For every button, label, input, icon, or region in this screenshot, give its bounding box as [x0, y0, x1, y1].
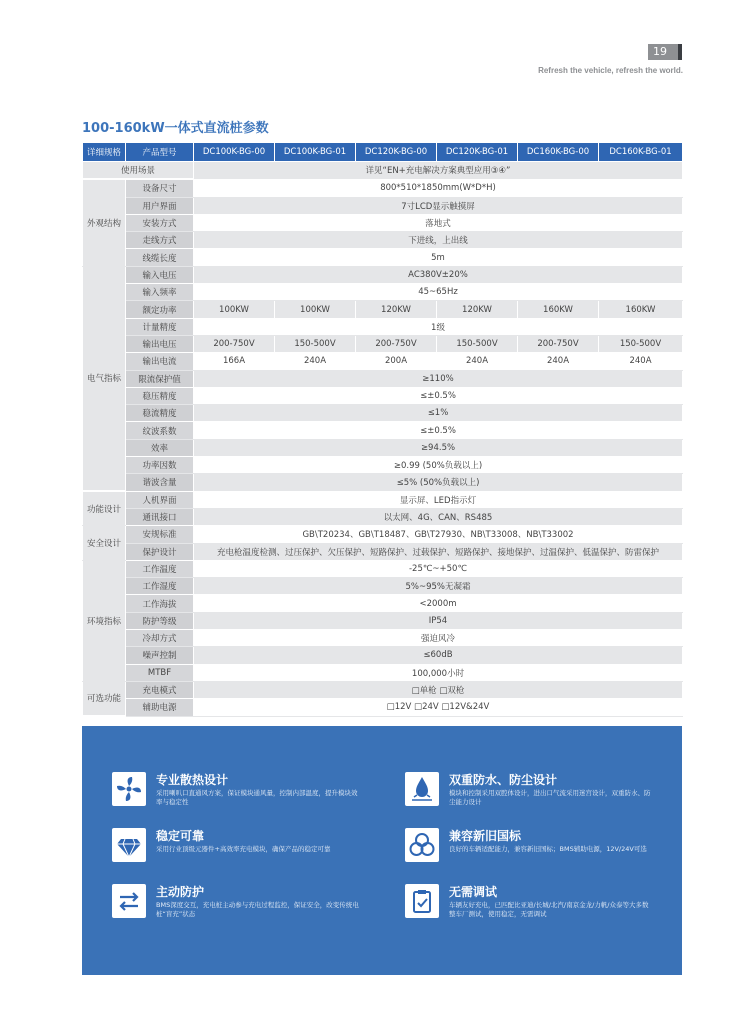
table-cell: 200-750V	[356, 335, 437, 352]
table-param-cell: 谐波含量	[126, 474, 194, 491]
table-param-cell: 充电模式	[126, 681, 194, 698]
feature-item	[112, 884, 362, 930]
table-cell: ≥0.99 (50%负载以上)	[194, 457, 683, 474]
features-panel	[82, 726, 682, 975]
table-header-cell: DC100K-BG-00	[194, 143, 275, 162]
table-row	[83, 578, 683, 595]
table-row	[83, 249, 683, 266]
feature-title: 主动防护	[156, 885, 205, 899]
table-cell: 1级	[194, 318, 683, 335]
feature-title: 双重防水、防尘设计	[449, 773, 558, 787]
table-row	[83, 457, 683, 474]
table-cell: 100KW	[194, 301, 275, 318]
table-param-cell: MTBF	[126, 664, 194, 681]
feature-title: 专业散热设计	[156, 773, 229, 787]
table-row	[83, 595, 683, 612]
table-row	[83, 370, 683, 387]
table-cell: 166A	[194, 353, 275, 370]
table-param-cell: 安规标准	[126, 526, 194, 543]
table-row	[83, 543, 683, 560]
table-cell: 200A	[356, 353, 437, 370]
table-row	[83, 630, 683, 647]
table-row	[83, 422, 683, 439]
table-cell: 45~65Hz	[194, 284, 683, 301]
table-row	[83, 474, 683, 491]
page-number-bar	[678, 44, 682, 60]
table-param-cell: 功率因数	[126, 457, 194, 474]
table-row	[83, 266, 683, 283]
clipboard-icon	[405, 884, 439, 918]
table-param-cell: 工作湿度	[126, 578, 194, 595]
water-drop-icon	[405, 772, 439, 806]
feature-description: 采用行业顶级元器件+高效率充电模块，确保产品的稳定可靠	[156, 845, 331, 853]
table-row-label: 使用场景	[83, 162, 194, 180]
table-header-cell: DC160K-BG-00	[518, 143, 599, 162]
table-cell: 240A	[518, 353, 599, 370]
table-header-cell: DC160K-BG-01	[599, 143, 683, 162]
table-row	[83, 647, 683, 664]
feature-description: 采用喇叭口直通风方案，保证模块通风量，控制内部温度，提升模块效率与稳定性	[156, 789, 358, 806]
feature-title: 兼容新旧国标	[449, 829, 522, 843]
table-category-cell: 可选功能	[83, 681, 126, 716]
table-cell: ≤1%	[194, 405, 683, 422]
table-param-cell: 输入频率	[126, 284, 194, 301]
table-param-cell: 输入电压	[126, 266, 194, 283]
table-cell: 强迫风冷	[194, 630, 683, 647]
table-row	[83, 335, 683, 352]
table-category-cell: 外观结构	[83, 179, 126, 266]
table-cell: 5m	[194, 249, 683, 266]
table-row	[83, 353, 683, 370]
page-title: 100-160kW一体式直流桩参数	[82, 121, 269, 136]
table-param-cell: 输出电压	[126, 335, 194, 352]
table-row	[83, 526, 683, 543]
table-row	[83, 387, 683, 404]
table-cell: 100KW	[275, 301, 356, 318]
table-row	[83, 612, 683, 629]
table-header-cell: DC120K-BG-01	[437, 143, 518, 162]
table-header-row	[83, 143, 683, 162]
table-row	[83, 197, 683, 214]
table-row	[83, 439, 683, 456]
table-param-cell: 保护设计	[126, 543, 194, 560]
table-param-cell: 工作温度	[126, 560, 194, 577]
table-cell: ≤5% (50%负载以上)	[194, 474, 683, 491]
page-number: 19	[648, 44, 678, 60]
table-cell: <2000m	[194, 595, 683, 612]
table-cell: 240A	[599, 353, 683, 370]
table-row	[83, 318, 683, 335]
table-row	[83, 508, 683, 525]
table-param-cell: 线缆长度	[126, 249, 194, 266]
table-cell: 5%~95%无凝霜	[194, 578, 683, 595]
table-param-cell: 工作海拔	[126, 595, 194, 612]
table-param-cell: 噪声控制	[126, 647, 194, 664]
table-param-cell: 通讯接口	[126, 508, 194, 525]
feature-title: 无需调试	[449, 885, 498, 899]
feature-item	[405, 772, 655, 818]
table-row	[83, 560, 683, 577]
table-cell: □12V □24V □12V&24V	[194, 699, 683, 716]
feature-description: BMS深度交互，充电桩主动参与充电过程监控，保证安全，改变传统电桩“盲充”状态	[156, 901, 359, 918]
table-cell: ≥110%	[194, 370, 683, 387]
table-row	[83, 284, 683, 301]
table-cell: ≤±0.5%	[194, 387, 683, 404]
table-cell: 充电枪温度检测、过压保护、欠压保护、短路保护、过载保护、短路保护、接地保护、过温保护、低温保护、防雷保护	[194, 543, 683, 560]
table-cell: ≤±0.5%	[194, 422, 683, 439]
table-cell: 以太网、4G、CAN、RS485	[194, 508, 683, 525]
table-row	[83, 214, 683, 231]
feature-item	[405, 884, 655, 930]
table-cell: 150-500V	[437, 335, 518, 352]
table-param-cell: 纹波系数	[126, 422, 194, 439]
table-cell: 7寸LCD显示触摸屏	[194, 197, 683, 214]
table-cell: 下进线，上出线	[194, 232, 683, 249]
table-cell: □单枪 □双枪	[194, 681, 683, 698]
table-param-cell: 用户界面	[126, 197, 194, 214]
table-cell: 显示屏、LED指示灯	[194, 491, 683, 508]
table-param-cell: 防护等级	[126, 612, 194, 629]
table-param-cell: 人机界面	[126, 491, 194, 508]
table-row	[83, 681, 683, 698]
table-param-cell: 效率	[126, 439, 194, 456]
table-header-cell: 详细规格	[83, 143, 126, 162]
table-param-cell: 冷却方式	[126, 630, 194, 647]
table-param-cell: 安装方式	[126, 214, 194, 231]
table-header-cell: 产品型号	[126, 143, 194, 162]
table-param-cell: 辅助电源	[126, 699, 194, 716]
table-row	[83, 405, 683, 422]
table-param-cell: 计量精度	[126, 318, 194, 335]
table-category-cell: 电气指标	[83, 266, 126, 491]
table-row	[83, 232, 683, 249]
table-row	[83, 301, 683, 318]
table-row	[83, 699, 683, 716]
table-param-cell: 走线方式	[126, 232, 194, 249]
table-row	[83, 179, 683, 197]
table-cell: 150-500V	[275, 335, 356, 352]
circles-icon	[405, 828, 439, 862]
spec-table	[82, 142, 683, 717]
feature-item	[405, 828, 655, 874]
table-cell: 160KW	[599, 301, 683, 318]
table-row	[83, 162, 683, 180]
table-cell: ≤60dB	[194, 647, 683, 664]
swap-arrows-icon	[112, 884, 146, 918]
table-cell: ≥94.5%	[194, 439, 683, 456]
table-cell: 800*510*1850mm(W*D*H)	[194, 179, 683, 197]
table-cell: -25℃~+50℃	[194, 560, 683, 577]
table-param-cell: 设备尺寸	[126, 179, 194, 197]
table-cell: 150-500V	[599, 335, 683, 352]
table-param-cell: 稳压精度	[126, 387, 194, 404]
table-row	[83, 664, 683, 681]
feature-description: 良好的车辆适配能力，兼容新旧国标；BMS辅助电源，12V/24V可选	[449, 845, 647, 853]
table-header-cell: DC120K-BG-00	[356, 143, 437, 162]
fan-icon	[112, 772, 146, 806]
table-cell: 240A	[275, 353, 356, 370]
feature-description: 模块和控制采用双腔体设计，进出口气流采用迷宫设计，双重防水、防尘能力设计	[449, 789, 651, 806]
table-param-cell: 限流保护值	[126, 370, 194, 387]
table-cell: 160KW	[518, 301, 599, 318]
table-cell: 200-750V	[518, 335, 599, 352]
table-cell: 120KW	[356, 301, 437, 318]
table-category-cell: 安全设计	[83, 526, 126, 561]
table-category-cell: 功能设计	[83, 491, 126, 526]
table-param-cell: 稳流精度	[126, 405, 194, 422]
feature-item	[112, 772, 362, 818]
table-cell: IP54	[194, 612, 683, 629]
slogan: Refresh the vehicle, refresh the world.	[538, 66, 683, 75]
table-cell: AC380V±20%	[194, 266, 683, 283]
feature-item	[112, 828, 362, 874]
table-header-cell: DC100K-BG-01	[275, 143, 356, 162]
table-param-cell: 输出电流	[126, 353, 194, 370]
table-cell: 详见“EN+充电解决方案典型应用③④”	[194, 162, 683, 180]
table-cell: GB\T20234、GB\T18487、GB\T27930、NB\T33008、NB\T33002	[194, 526, 683, 543]
table-row	[83, 491, 683, 508]
diamond-icon	[112, 828, 146, 862]
table-cell: 100,000小时	[194, 664, 683, 681]
feature-title: 稳定可靠	[156, 829, 205, 843]
table-category-cell: 环境指标	[83, 560, 126, 681]
table-cell: 120KW	[437, 301, 518, 318]
table-cell: 200-750V	[194, 335, 275, 352]
feature-description: 车辆友好充电，已匹配比亚迪/长城/北汽/南京金龙/力帆/众泰等大多数整车厂测试，使用稳定，无需调试	[449, 901, 649, 918]
table-cell: 240A	[437, 353, 518, 370]
table-param-cell: 额定功率	[126, 301, 194, 318]
table-cell: 落地式	[194, 214, 683, 231]
